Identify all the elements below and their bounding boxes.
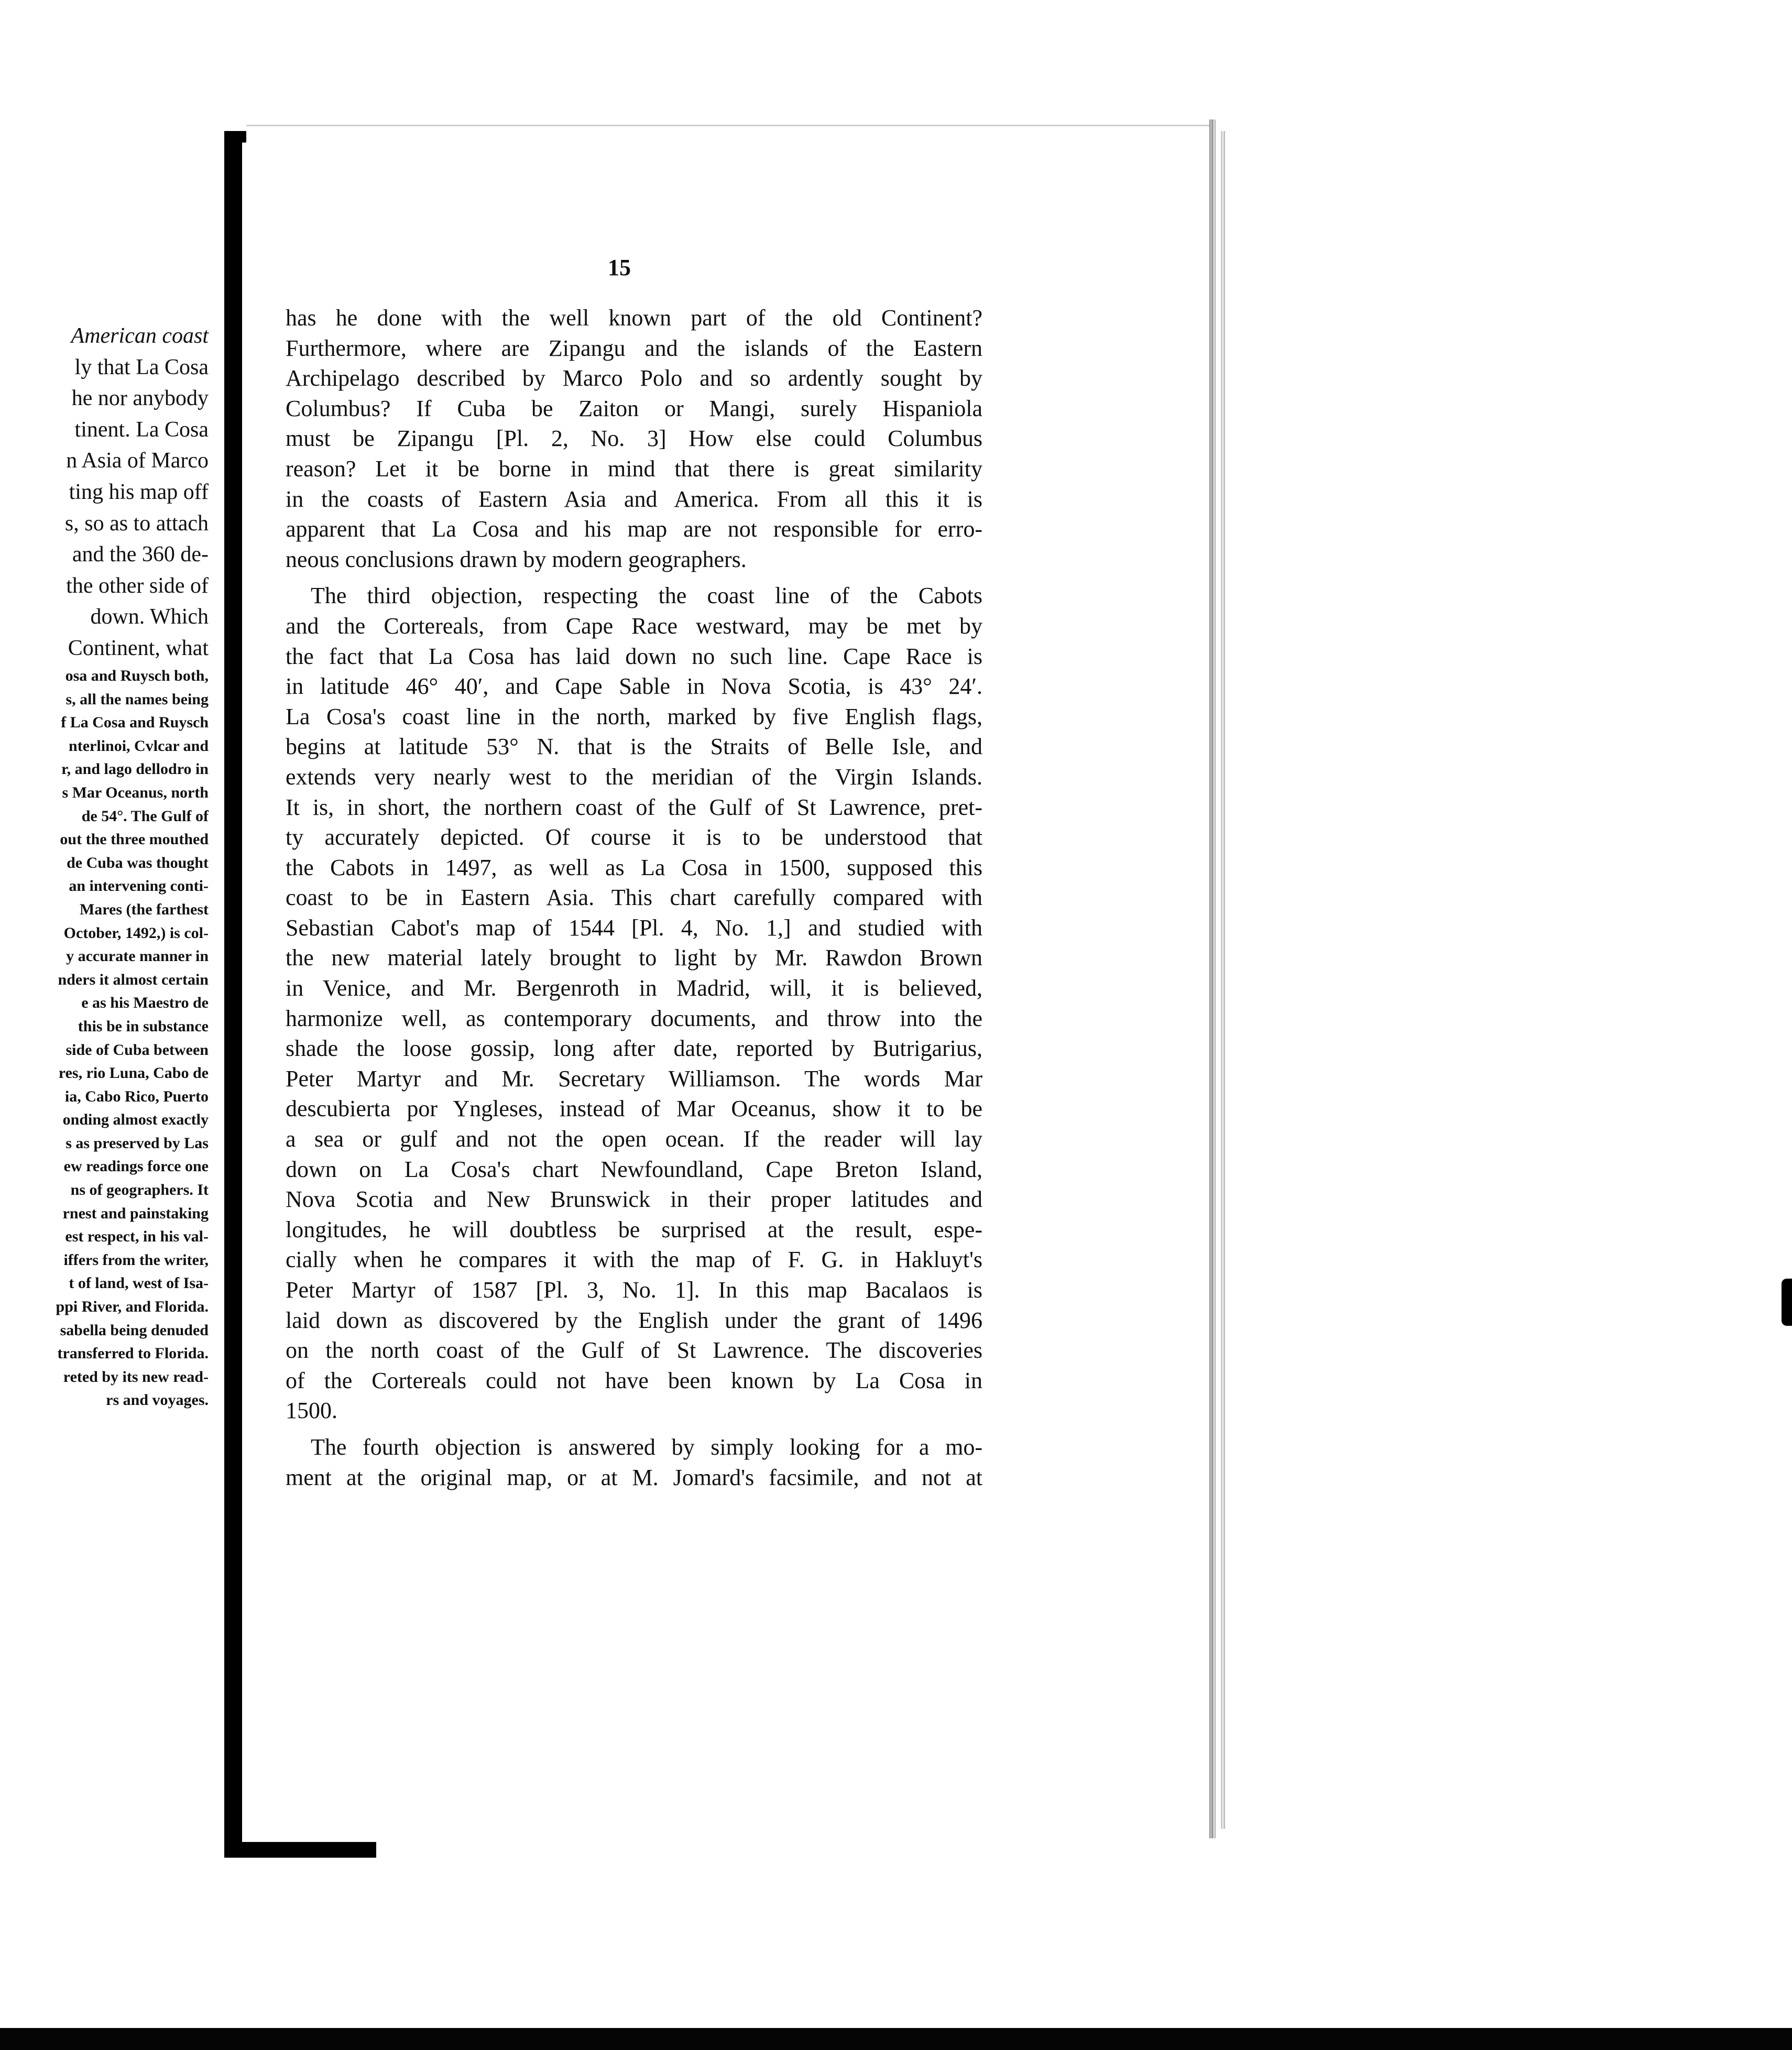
text-line: It is, in short, the northern coast of the Gulf of St Lawrence, pret- (286, 794, 982, 820)
text-line: ty accurately depicted. Of course it is to be understood that (286, 824, 982, 850)
left-note-line: rnest and painstaking (62, 1204, 209, 1222)
text-line: begins at latitude 53° N. that is the Straits of Belle Isle, and (286, 734, 982, 760)
left-note-line: s Mar Oceanus, north (62, 783, 209, 801)
left-text-line: American coast (71, 324, 209, 348)
text-line: in latitude 46° 40′, and Cape Sable in Nova Scotia, is 43° 24′. (286, 673, 982, 700)
text-line: cially when he compares it with the map of F. G. in Hakluyt's (286, 1247, 982, 1273)
text-line: Peter Martyr and Mr. Secretary Williamson. The words Mar (286, 1065, 982, 1092)
left-note-line: this be in substance (78, 1017, 209, 1035)
left-note-line: ns of geographers. It (70, 1181, 209, 1199)
book-spine-gutter (224, 131, 242, 1858)
left-text-line: ting his map off (69, 479, 209, 504)
left-note-line: osa and Ruysch both, (65, 667, 209, 684)
text-line: Peter Martyr of 1587 [Pl. 3, No. 1]. In this map Bacalaos is (286, 1277, 982, 1303)
left-note-line: f La Cosa and Ruysch (61, 714, 209, 732)
text-line: down on La Cosa's chart Newfoundland, Cape Breton Island, (286, 1156, 982, 1182)
text-line: Sebastian Cabot's map of 1544 [Pl. 4, No. 1,] and studied with (286, 914, 982, 941)
left-page-footnotes (0, 664, 209, 1412)
gutter-bottom-mark (224, 1842, 376, 1858)
left-text-line: tinent. La Cosa (74, 417, 209, 442)
left-note-line: onding almost exactly (62, 1111, 209, 1129)
text-line: ment at the original map, or at M. Jomard's facsimile, and not at (286, 1464, 982, 1490)
text-line: in the coasts of Eastern Asia and America. From all this it is (286, 486, 982, 512)
left-note-line: nterlinoi, Cvlcar and (69, 737, 209, 755)
body-text (286, 303, 982, 1492)
left-note-line: October, 1492,) is col- (63, 924, 209, 942)
page-stack-edge (1209, 119, 1216, 1838)
text-line: and the Cortereals, from Cape Race westward, may be met by (286, 613, 982, 639)
left-note-line: r, and lago dellodro in (61, 760, 209, 778)
text-line: La Cosa's coast line in the north, marked by five English flags, (286, 703, 982, 729)
left-note-line: de 54°. The Gulf of (81, 807, 209, 825)
text-line: of the Cortereals could not have been known by La Cosa in (286, 1367, 982, 1393)
text-line: reason? Let it be borne in mind that there is great similarity (286, 455, 982, 482)
text-line: The third objection, respecting the coast line of the Cabots (311, 583, 982, 609)
text-line: the new material lately brought to light by Mr. Rawdon Brown (286, 945, 982, 971)
left-note-line: iffers from the writer, (63, 1251, 209, 1269)
text-line: must be Zipangu [Pl. 2, No. 3] How else could Columbus (286, 426, 982, 452)
text-line: Columbus? If Cuba be Zaiton or Mangi, surely Hispaniola (286, 395, 982, 421)
left-note-line: rs and voyages. (106, 1391, 209, 1409)
text-line: Archipelago described by Marco Polo and so ardently sought by (286, 365, 982, 391)
scan-bottom-border (0, 2028, 1792, 2050)
left-note-line: transferred to Florida. (57, 1345, 209, 1362)
left-note-line: Mares (the farthest (79, 900, 209, 918)
text-line: coast to be in Eastern Asia. This chart carefully compared with (286, 885, 982, 911)
left-note-line: est respect, in his val- (65, 1228, 209, 1246)
text-line: Furthermore, where are Zipangu and the islands of the Eastern (286, 335, 982, 361)
left-note-line: ew readings force one (63, 1158, 209, 1175)
text-line: in Venice, and Mr. Bergenroth in Madrid, will, it is believed, (286, 975, 982, 1001)
text-line: The fourth objection is answered by simply looking for a mo- (311, 1434, 982, 1460)
text-line: a sea or gulf and not the open ocean. If the reader will lay (286, 1126, 982, 1152)
text-line: extends very nearly west to the meridian of the Virgin Islands. (286, 764, 982, 790)
left-text-line: he nor anybody (71, 386, 209, 411)
text-line: shade the loose gossip, long after date, reported by Butrigarius, (286, 1035, 982, 1062)
left-note-line: ppi River, and Florida. (56, 1298, 209, 1316)
left-note-line: t of land, west of Isa- (69, 1274, 209, 1292)
text-line: 1500. (286, 1398, 337, 1424)
text-line: laid down as discovered by the English under the grant of 1496 (286, 1307, 982, 1333)
text-line: longitudes, he will doubtless be surprised at the result, espe- (286, 1216, 982, 1242)
left-note-line: s, all the names being (65, 690, 209, 708)
left-note-line: res, rio Luna, Cabo de (58, 1064, 209, 1082)
text-line: neous conclusions drawn by modern geographers. (286, 546, 747, 572)
text-line: apparent that La Cosa and his map are not responsible for erro- (286, 516, 982, 542)
text-line: harmonize well, as contemporary documents, and throw into the (286, 1005, 982, 1031)
left-note-line: e as his Maestro de (81, 994, 209, 1012)
left-text-line: the other side of (66, 573, 209, 598)
left-text-line: s, so as to attach (64, 511, 209, 536)
left-text-line: ly that La Cosa (74, 355, 209, 379)
left-page-main-text (0, 321, 209, 664)
text-line: descubierta por Yngleses, instead of Mar Oceanus, show it to be (286, 1096, 982, 1122)
left-note-line: ia, Cabo Rico, Puerto (64, 1087, 209, 1105)
left-text-line: down. Which (90, 605, 209, 629)
left-note-line: y accurate manner in (66, 947, 209, 965)
scanner-edge-mark (1782, 1279, 1792, 1326)
text-line: the fact that La Cosa has laid down no such line. Cape Race is (286, 643, 982, 669)
left-text-line: Continent, what (68, 636, 209, 660)
text-line: on the north coast of the Gulf of St Lawrence. The discoveries (286, 1337, 982, 1364)
text-line: has he done with the well known part of the old Continent? (286, 305, 982, 331)
left-text-line: n Asia of Marco (66, 449, 209, 473)
left-text-line: and the 360 de- (72, 542, 209, 567)
page-number: 15 (608, 255, 631, 280)
text-line: Nova Scotia and New Brunswick in their proper latitudes and (286, 1186, 982, 1213)
left-note-line: de Cuba was thought (67, 854, 209, 871)
page-stack-edge-inner (1221, 131, 1225, 1829)
left-note-line: out the three mouthed (60, 831, 209, 848)
left-page-fragment (0, 0, 220, 1855)
left-note-line: sabella being denuded (60, 1321, 209, 1339)
left-note-line: an intervening conti- (69, 877, 209, 895)
left-note-line: nders it almost certain (58, 971, 209, 988)
text-line: the Cabots in 1497, as well as La Cosa in 1500, supposed this (286, 854, 982, 880)
left-note-line: s as preserved by Las (65, 1134, 209, 1152)
left-note-line: side of Cuba between (65, 1041, 209, 1059)
left-note-line: reted by its new read- (63, 1368, 209, 1386)
